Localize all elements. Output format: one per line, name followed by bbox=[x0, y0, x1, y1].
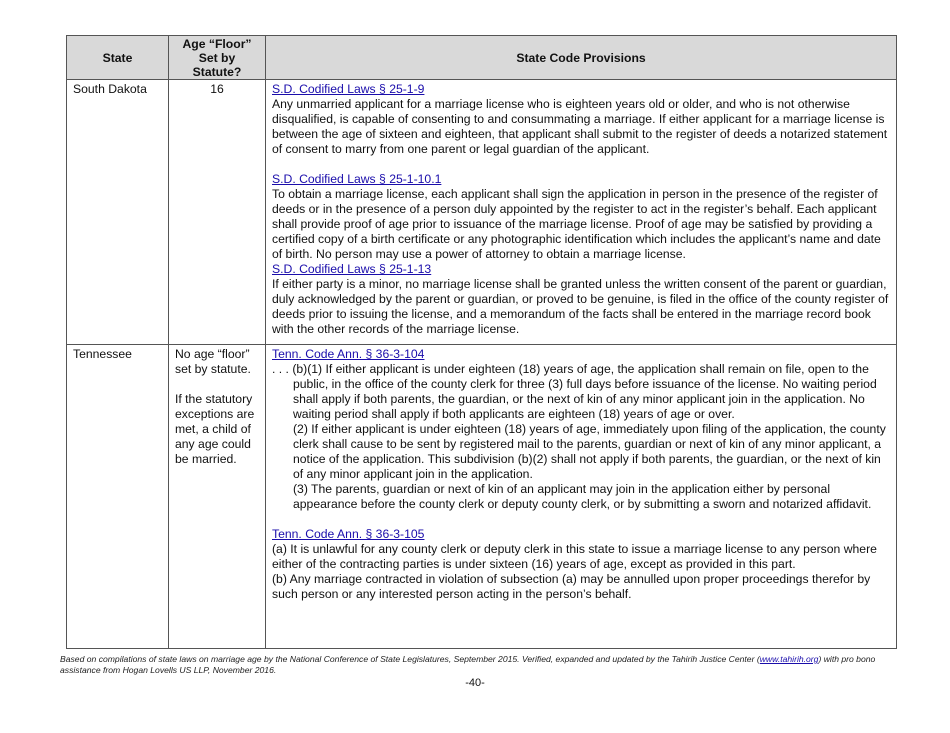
statute-text: . . . (b)(1) If either applicant is under eighteen (18) years of age, the application shall remain on file, open to the public, in the office of the county clerk for three (3) full days before issuance of the license. No waiting period shall apply if both parents, the guardian, or the next of kin of any minor applicant join in the application. No waiting period shall apply if both applicants are eighteen (18) years of age or over. bbox=[272, 362, 877, 421]
age-floor-cell bbox=[169, 345, 266, 649]
header-age-floor: Age “Floor” Set by Statute? bbox=[169, 36, 266, 80]
statute-text: (3) The parents, guardian or next of kin of an applicant may join in the application either by personal appearance before the county clerk or deputy county clerk, or by submitting a sworn and notarized affidavit. bbox=[293, 482, 872, 511]
page-number: -40- bbox=[465, 677, 485, 689]
statute-link[interactable]: S.D. Codified Laws § 25-1-9 bbox=[272, 82, 425, 96]
state-cell: Tennessee bbox=[67, 345, 169, 649]
statute-text: (a) It is unlawful for any county clerk or deputy clerk in this state to issue a marriage license to any person where either of the contracting parties is under sixteen (16) years of age, except as provided in this part. bbox=[272, 542, 877, 571]
footer-note bbox=[60, 654, 890, 675]
footer-text-end: ) with pro bono assistance from Hogan Lovells US LLP, November 2016. bbox=[60, 654, 876, 675]
provisions-cell bbox=[266, 345, 897, 649]
footer-link[interactable]: www.tahirih.org bbox=[759, 654, 819, 664]
marriage-law-table bbox=[66, 35, 897, 649]
state-cell: South Dakota bbox=[67, 80, 169, 345]
statute-text: To obtain a marriage license, each applicant shall sign the application in person in the presence of the register of deeds or in the presence of a person duly appointed by the register to act in the register’s behalf. Each applicant shall provide proof of age prior to issuance of the marriage license. Proof of age may be satisfied by providing a certified copy of a birth certificate or any photographic identification which includes the applicant’s name and date of birth. No person may use a power of attorney to obtain a marriage license. bbox=[272, 187, 881, 261]
statute-link[interactable]: Tenn. Code Ann. § 36-3-105 bbox=[272, 527, 425, 541]
footer-text: Based on compilations of state laws on marriage age by the National Conference of State Legislatures, September 2015. Verified, expanded and updated by the Tahirih Justice Center ( bbox=[60, 654, 760, 664]
statute-link[interactable]: S.D. Codified Laws § 25-1-10.1 bbox=[272, 172, 442, 186]
table-header-row bbox=[67, 36, 897, 80]
provisions-cell bbox=[266, 80, 897, 345]
age-floor-cell: 16 bbox=[169, 80, 266, 345]
age-floor-exception-note: If the statutory exceptions are met, a child of any age could be married. bbox=[175, 392, 255, 466]
statute-text: (b) Any marriage contracted in violation of subsection (a) may be annulled upon proper proceedings therefor by such person or any interested person acting in the person’s behalf. bbox=[272, 572, 871, 601]
header-state: State bbox=[67, 36, 169, 80]
statute-text: (2) If either applicant is under eighteen (18) years of age, immediately upon filing of the application, the county clerk shall cause to be sent by registered mail to the parents, guardian or next of kin of any minor applicant, a notice of the application. This subdivision (b)(2) shall not apply if both parents, the guardian, or the next of kin of any minor applicant join in the application. bbox=[293, 422, 886, 481]
statute-text: If either party is a minor, no marriage license shall be granted unless the written consent of the parent or guardian, duly acknowledged by the parent or guardian, or proved to be genuine, is filed in the office of the county register of deeds prior to issuing the license, and a memorandum of the facts shall be entered in the marriage record book with the other records of the marriage license. bbox=[272, 277, 889, 336]
statute-link[interactable]: S.D. Codified Laws § 25-1-13 bbox=[272, 262, 432, 276]
header-provisions: State Code Provisions bbox=[266, 36, 897, 80]
table-row-tennessee bbox=[67, 345, 897, 649]
age-floor-note: No age “floor” set by statute. bbox=[175, 347, 251, 376]
table-row-south-dakota bbox=[67, 80, 897, 345]
statute-text: Any unmarried applicant for a marriage license who is eighteen years old or older, and who is not otherwise disqualified, is capable of consenting to and consummating a marriage. If either applicant for a marriage license is between the age of sixteen and eighteen, that applicant shall submit to the register of deeds a notarized statement of consent to marry from one parent or legal guardian of the applicant. bbox=[272, 97, 888, 156]
statute-link[interactable]: Tenn. Code Ann. § 36-3-104 bbox=[272, 347, 425, 361]
